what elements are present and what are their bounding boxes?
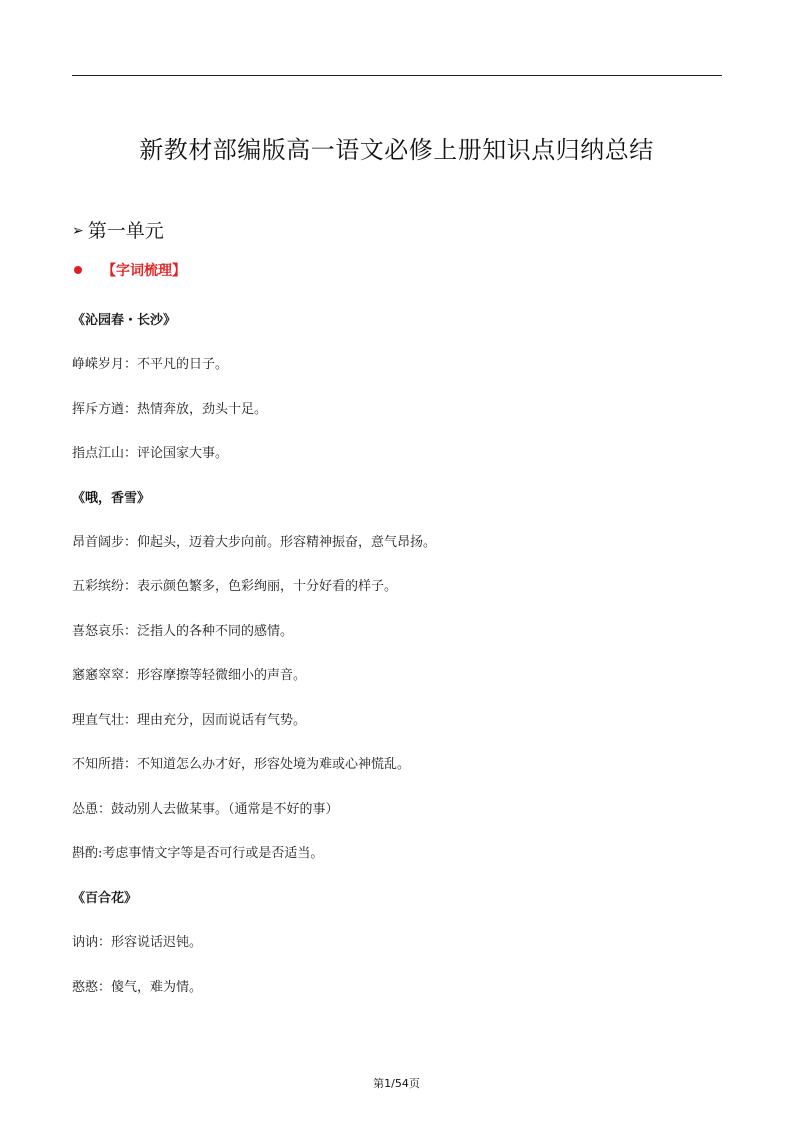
lesson-title: 《哦，香雪》	[72, 491, 151, 506]
vocab-entry: 不知所措：不知道怎么办才好，形容处境为难或心神慌乱。	[72, 757, 411, 772]
unit-heading-text: 第一单元	[87, 220, 164, 242]
header-rule	[72, 75, 722, 76]
vocab-entry: 窸窸窣窣：形容摩擦等轻微细小的声音。	[72, 668, 307, 683]
vocab-entry: 喜怒哀乐：泛指人的各种不同的感情。	[72, 624, 294, 639]
lesson-title: 《百合花》	[72, 891, 138, 906]
page-number: 第1/54页	[373, 1077, 420, 1090]
vocab-entry: 讷讷：形容说话迟钝。	[72, 935, 203, 950]
vocab-entry: 怂恿：鼓动别人去做某事。（通常是不好的事）	[72, 802, 339, 817]
vocab-entry: 指点江山：评论国家大事。	[72, 446, 229, 461]
arrowhead-bullet-icon: ➢	[72, 223, 84, 239]
section-heading-text: 【字词梳理】	[102, 263, 186, 279]
vocab-entry: 理直气壮：理由充分，因而说话有气势。	[72, 713, 307, 728]
lesson-title: 《沁园春・长沙》	[72, 313, 177, 328]
vocab-entry: 昂首阔步：仰起头，迈着大步向前。形容精神振奋，意气昂扬。	[72, 535, 437, 550]
vocab-entry: 峥嵘岁月：不平凡的日子。	[72, 357, 229, 372]
red-dot-bullet-icon	[74, 266, 82, 274]
section-heading	[72, 260, 186, 280]
unit-heading	[72, 216, 164, 243]
vocab-entry: 挥斥方遒：热情奔放，劲头十足。	[72, 402, 268, 417]
vocab-entry: 憨憨：傻气，难为情。	[72, 980, 203, 995]
vocab-entry: 五彩缤纷：表示颜色繁多，色彩绚丽，十分好看的样子。	[72, 579, 398, 594]
document-title: 新教材部编版高一语文必修上册知识点归纳总结	[139, 136, 654, 164]
vocab-entry: 斟酌:考虑事情文字等是否可行或是否适当。	[72, 846, 324, 861]
